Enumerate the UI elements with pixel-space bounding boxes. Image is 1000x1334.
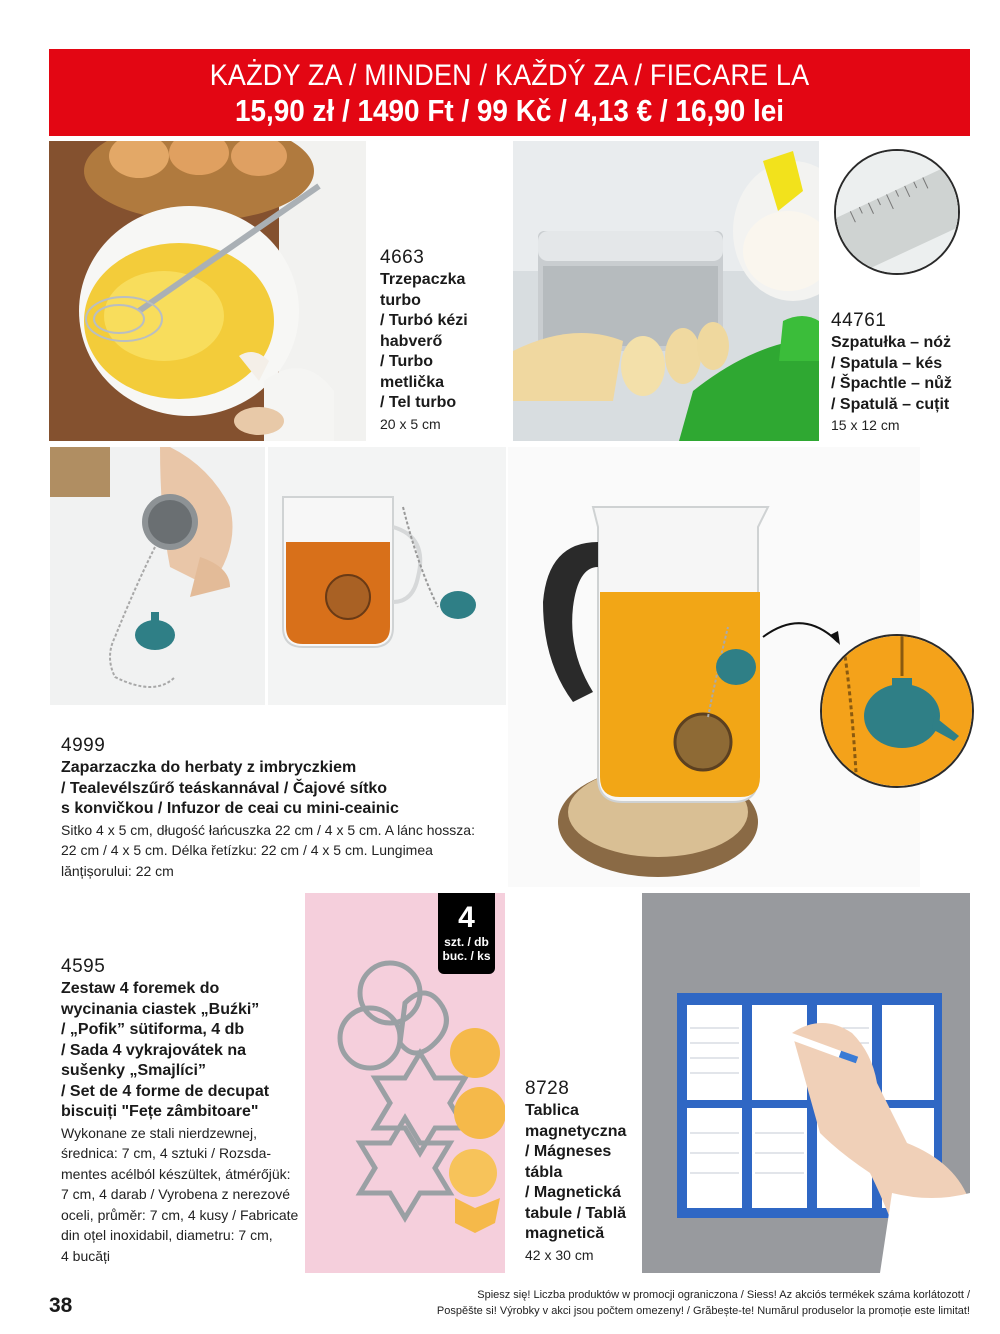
- desc-line: mentes acélból készültek, átmérőjük:: [61, 1165, 291, 1182]
- name-line: biscuiți "Fețe zâmbitoare": [61, 1103, 259, 1120]
- desc-line: Sitko 4 x 5 cm, długość łańcuszka 22 cm / 4 x 5 cm. A lánc hossza:: [61, 821, 475, 838]
- page-number: 38: [49, 1294, 73, 1317]
- footer-disclaimer: [410, 1287, 970, 1319]
- product-description: [61, 820, 501, 882]
- name-line: habverő: [380, 332, 443, 350]
- badge-number: 4: [458, 901, 475, 934]
- name-line: / Sada 4 vykrajovátek na: [61, 1041, 246, 1059]
- product-code: 4595: [61, 956, 106, 977]
- desc-line: 4 bucăți: [61, 1247, 111, 1264]
- price-banner: [49, 49, 970, 136]
- desc-line: Wykonane ze stali nierdzewnej,: [61, 1124, 257, 1141]
- product-code: 8728: [525, 1078, 570, 1099]
- banner-line-1: KAŻDY ZA / MINDEN / KAŽDÝ ZA / FIECARE LA: [209, 59, 810, 92]
- name-line: / Spatula – kés: [831, 354, 943, 372]
- product-size: 15 x 12 cm: [831, 417, 900, 433]
- footer-line-2: Pospěšte si! Výrobky v akci jsou počtem omezeny! / Grăbește-te! Numărul produselor la promoție este limitat!: [436, 1305, 970, 1317]
- banner-line-2: 15,90 zł / 1490 Ft / 99 Kč / 4,13 € / 16,90 lei: [234, 93, 785, 128]
- name-line: s konvičkou / Infuzor de ceai cu mini-ceainic: [61, 800, 399, 817]
- name-line: / „Pofik” sütiforma, 4 db: [61, 1021, 245, 1038]
- desc-line: 22 cm / 4 x 5 cm. Délka řetízku: 22 cm / 4 x 5 cm. Lungimea: [61, 842, 433, 858]
- product-size: 42 x 30 cm: [525, 1246, 594, 1263]
- product-name: [61, 979, 311, 1123]
- footer-line-1: Spiesz się! Liczba produktów w promocji ograniczona / Siess! Az akciós termékek száma korlátozott /: [477, 1289, 970, 1301]
- desc-line: oceli, průměr: 7 cm, 4 kusy / Fabricate: [61, 1206, 299, 1223]
- name-line: magnetică: [525, 1225, 605, 1242]
- tea-glass-photo: [268, 447, 506, 705]
- name-line: Tablica: [525, 1102, 579, 1119]
- product-code: 4999: [61, 735, 106, 756]
- product-cookie-cutters: [61, 956, 311, 1266]
- product-name: [525, 1101, 640, 1245]
- product-magnetic-board: [525, 1078, 640, 1265]
- product-name: [61, 758, 501, 820]
- name-line: / Mágneses: [525, 1143, 612, 1160]
- badge-line-1: szt. / db: [444, 935, 489, 949]
- product-whisk: [380, 247, 500, 434]
- desc-line: din oțel inoxidabil, diametru: 7 cm,: [61, 1227, 273, 1243]
- product-description: [61, 1123, 311, 1267]
- desc-line: średnica: 7 cm, 4 sztuki / Rozsda-: [61, 1145, 272, 1161]
- desc-line: lănțișorului: 22 cm: [61, 862, 174, 879]
- name-line: sušenky „Smajlíci”: [61, 1062, 206, 1079]
- whisk-photo: [49, 141, 366, 441]
- teapot-detail-circle: [820, 634, 974, 788]
- name-line: / Tealevélszűrő teáskannával / Čajové sítko: [61, 779, 388, 797]
- name-line: / Magnetická: [525, 1184, 622, 1201]
- product-size: 20 x 5 cm: [380, 415, 441, 432]
- spatula-photo: [513, 141, 819, 441]
- tea-infuser-hand-photo: [50, 447, 265, 705]
- name-line: / Turbo: [380, 353, 434, 370]
- product-name: [380, 270, 500, 414]
- name-line: Zestaw 4 foremek do: [61, 980, 220, 997]
- name-line: Szpatułka – nóż: [831, 334, 952, 351]
- name-line: / Špachtle – nůž: [831, 375, 952, 392]
- name-line: metlička: [380, 373, 445, 391]
- name-line: Zaparzaczka do herbaty z imbryczkiem: [61, 759, 357, 776]
- name-line: / Turbó kézi: [380, 312, 468, 329]
- quantity-badge: [438, 893, 495, 974]
- name-line: turbo: [380, 291, 421, 309]
- magnetic-board-photo: [642, 893, 970, 1273]
- name-line: / Set de 4 forme de decupat: [61, 1082, 270, 1100]
- product-tea-infuser: [61, 735, 501, 881]
- name-line: tabule / Tablă: [525, 1204, 627, 1222]
- name-line: / Spatulă – cuțit: [831, 395, 950, 413]
- name-line: Trzepaczka: [380, 271, 466, 288]
- product-spatula: [831, 310, 981, 436]
- name-line: wycinania ciastek „Buźki”: [61, 1000, 260, 1018]
- ruler-detail-circle: [834, 149, 960, 275]
- product-code: 4663: [380, 247, 425, 268]
- desc-line: 7 cm, 4 darab / Vyrobena z nerezové: [61, 1186, 291, 1202]
- badge-line-2: buc. / ks: [442, 949, 491, 963]
- name-line: / Tel turbo: [380, 394, 457, 411]
- name-line: tábla: [525, 1163, 563, 1181]
- product-name: [831, 333, 981, 415]
- name-line: magnetyczna: [525, 1122, 627, 1140]
- product-code: 44761: [831, 310, 887, 331]
